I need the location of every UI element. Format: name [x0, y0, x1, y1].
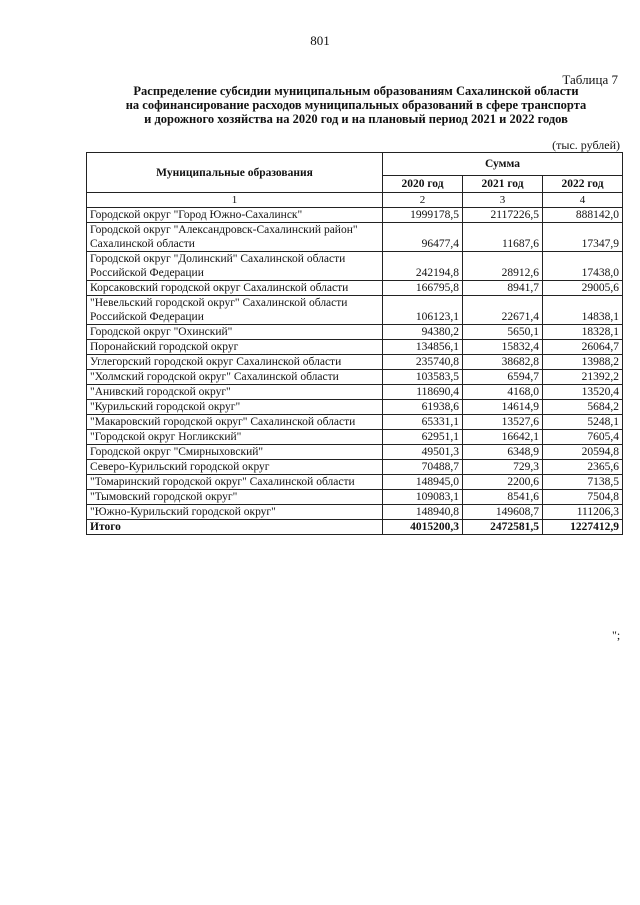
value-2020: 109083,1: [383, 490, 463, 505]
table-row: [87, 475, 623, 490]
table-row: [87, 355, 623, 370]
total-2022: 1227412,9: [543, 520, 623, 535]
table-row: [87, 325, 623, 340]
value-2021: 4168,0: [463, 385, 543, 400]
value-2021: 16642,1: [463, 430, 543, 445]
table-row: [87, 370, 623, 385]
value-2021: 729,3: [463, 460, 543, 475]
value-2020: 148940,8: [383, 505, 463, 520]
table-row: [87, 430, 623, 445]
municipality-name: Поронайский городской округ: [87, 340, 383, 355]
value-2021: 14614,9: [463, 400, 543, 415]
table-row: [87, 460, 623, 475]
municipality-name: "Курильский городской округ": [87, 400, 383, 415]
total-row: [87, 520, 623, 535]
municipality-name: Городской округ "Город Южно-Сахалинск": [87, 208, 383, 223]
table-body: [87, 208, 623, 520]
closing-quote: ";: [612, 628, 621, 642]
value-2021: 6348,9: [463, 445, 543, 460]
value-2022: 21392,2: [543, 370, 623, 385]
value-2021: 13527,6: [463, 415, 543, 430]
table-row: [87, 208, 623, 223]
total-2020: 4015200,3: [383, 520, 463, 535]
value-2022: 111206,3: [543, 505, 623, 520]
value-2020: 1999178,5: [383, 208, 463, 223]
value-2020: 166795,8: [383, 281, 463, 296]
value-2021: 6594,7: [463, 370, 543, 385]
index-cell: 2: [383, 193, 463, 208]
header-year-2021: 2021 год: [463, 176, 543, 193]
value-2022: 888142,0: [543, 208, 623, 223]
index-cell: 3: [463, 193, 543, 208]
value-2020: 242194,8: [383, 252, 463, 281]
value-2021: 15832,4: [463, 340, 543, 355]
value-2020: 62951,1: [383, 430, 463, 445]
municipality-name: Городской округ "Долинский" Сахалинской области Российской Федерации: [87, 252, 383, 281]
table-row: [87, 505, 623, 520]
value-2022: 7504,8: [543, 490, 623, 505]
value-2020: 118690,4: [383, 385, 463, 400]
municipality-name: Корсаковский городской округ Сахалинской области: [87, 281, 383, 296]
total-label: Итого: [87, 520, 383, 535]
value-2021: 5650,1: [463, 325, 543, 340]
value-2021: 11687,6: [463, 223, 543, 252]
municipality-name: "Холмский городской округ" Сахалинской области: [87, 370, 383, 385]
table-row: [87, 296, 623, 325]
value-2020: 49501,3: [383, 445, 463, 460]
table-row: [87, 400, 623, 415]
table-row: [87, 415, 623, 430]
table-row: [87, 490, 623, 505]
value-2022: 5248,1: [543, 415, 623, 430]
header-sum: Сумма: [383, 153, 623, 176]
value-2022: 26064,7: [543, 340, 623, 355]
value-2022: 20594,8: [543, 445, 623, 460]
value-2022: 5684,2: [543, 400, 623, 415]
title-line: и дорожного хозяйства на 2020 год и на плановый период 2021 и 2022 годов: [144, 112, 568, 126]
value-2021: 149608,7: [463, 505, 543, 520]
value-2021: 38682,8: [463, 355, 543, 370]
value-2022: 7138,5: [543, 475, 623, 490]
municipality-name: "Невельский городской округ" Сахалинской области Российской Федерации: [87, 296, 383, 325]
municipality-name: "Тымовский городской округ": [87, 490, 383, 505]
table-row: [87, 340, 623, 355]
table-row: [87, 252, 623, 281]
value-2020: 106123,1: [383, 296, 463, 325]
value-2020: 70488,7: [383, 460, 463, 475]
value-2020: 134856,1: [383, 340, 463, 355]
table-row: [87, 445, 623, 460]
value-2020: 94380,2: [383, 325, 463, 340]
value-2021: 2200,6: [463, 475, 543, 490]
municipality-name: Городской округ "Смирныховский": [87, 445, 383, 460]
document-title: [96, 84, 616, 126]
value-2021: 22671,4: [463, 296, 543, 325]
total-2021: 2472581,5: [463, 520, 543, 535]
table-row: [87, 223, 623, 252]
municipality-name: "Южно-Курильский городской округ": [87, 505, 383, 520]
municipality-name: "Городской округ Ногликский": [87, 430, 383, 445]
index-cell: 4: [543, 193, 623, 208]
header-year-2020: 2020 год: [383, 176, 463, 193]
value-2022: 18328,1: [543, 325, 623, 340]
value-2020: 65331,1: [383, 415, 463, 430]
value-2022: 14838,1: [543, 296, 623, 325]
municipality-name: "Макаровский городской округ" Сахалинской области: [87, 415, 383, 430]
value-2021: 2117226,5: [463, 208, 543, 223]
value-2021: 8941,7: [463, 281, 543, 296]
page-number: 801: [310, 33, 330, 48]
value-2022: 17347,9: [543, 223, 623, 252]
municipality-name: Углегорский городской округ Сахалинской области: [87, 355, 383, 370]
value-2022: 13520,4: [543, 385, 623, 400]
value-2020: 103583,5: [383, 370, 463, 385]
subsidy-table: [86, 152, 623, 535]
value-2021: 28912,6: [463, 252, 543, 281]
value-2022: 17438,0: [543, 252, 623, 281]
value-2021: 8541,6: [463, 490, 543, 505]
municipality-name: "Томаринский городской округ" Сахалинской области: [87, 475, 383, 490]
value-2022: 2365,6: [543, 460, 623, 475]
value-2022: 13988,2: [543, 355, 623, 370]
municipality-name: Городской округ "Александровск-Сахалинский район" Сахалинской области: [87, 223, 383, 252]
value-2022: 7605,4: [543, 430, 623, 445]
table-label: Таблица 7: [562, 72, 618, 87]
value-2020: 235740,8: [383, 355, 463, 370]
title-line: Распределение субсидии муниципальным образованиям Сахалинской области: [133, 84, 579, 98]
header-municipality: Муниципальные образования: [87, 153, 383, 193]
municipality-name: Городской округ "Охинский": [87, 325, 383, 340]
municipality-name: "Анивский городской округ": [87, 385, 383, 400]
table-row: [87, 385, 623, 400]
municipality-name: Северо-Курильский городской округ: [87, 460, 383, 475]
value-2020: 96477,4: [383, 223, 463, 252]
table-row: [87, 281, 623, 296]
value-2020: 148945,0: [383, 475, 463, 490]
index-cell: 1: [87, 193, 383, 208]
value-2022: 29005,6: [543, 281, 623, 296]
unit-label: (тыс. рублей): [552, 138, 620, 152]
header-year-2022: 2022 год: [543, 176, 623, 193]
title-line: на софинансирование расходов муниципальных образований в сфере транспорта: [125, 98, 587, 112]
value-2020: 61938,6: [383, 400, 463, 415]
